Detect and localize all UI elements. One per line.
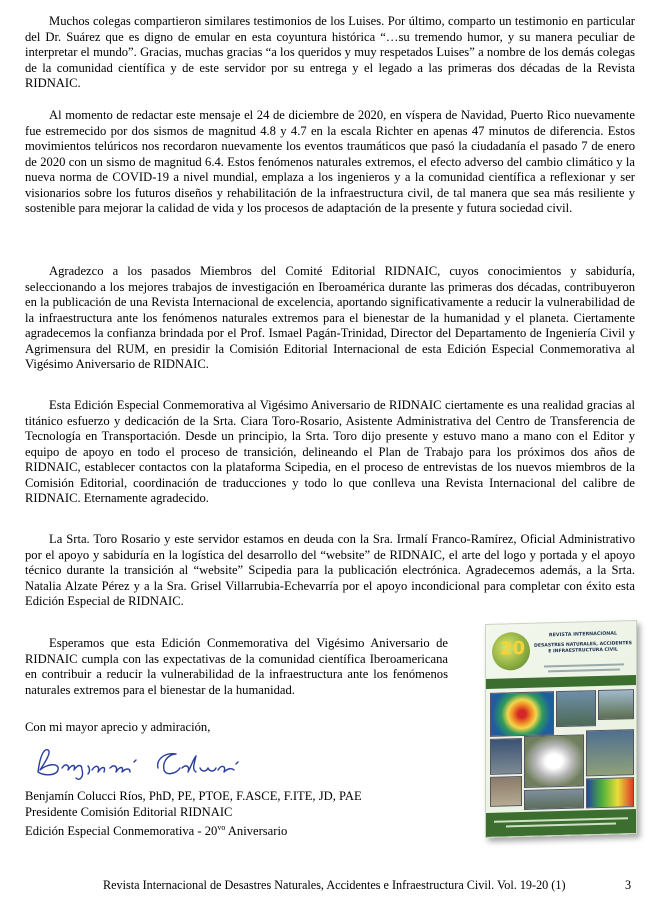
cover-photo: [556, 690, 596, 727]
cover-photo: [586, 729, 634, 776]
cover-photo: [598, 689, 634, 720]
paragraph-expectativas: Esperamos que esta Edición Conmemorativa del Vigésimo Aniversario de RIDNAIC cumpla con las expectativas de la comunidad científica Iberoamericana en contribuir a reducir la vulnerabilidad de la infraestructura ante los fenómenos naturales extremos para el bienestar de la humanidad.: [25, 636, 448, 697]
paragraph-testimonios: Muchos colegas compartieron similares testimonios de los Luises. Por último, comparto un testimonio en particular del Dr. Suárez que es digno de emular en esta coyuntura histórica “…su tremendo humor, y su manera peculiar de interpretar el mundo”. Gracias, muchas gracias “a los queridos y muy respetados Luises” a nombre de los demás colegas de la comunidad científica y de este servidor por su entrega y el legado a las primeras dos décadas de la Revista RIDNAIC.: [25, 14, 635, 91]
closing-line: Con mi mayor aprecio y admiración,: [25, 720, 211, 734]
cover-title: DESASTRES NATURALES, ACCIDENTES E INFRAESTRUCTURA CIVIL: [534, 641, 632, 655]
cover-header: REVISTA INTERNACIONAL: [548, 631, 618, 639]
cover-photo: [490, 776, 522, 807]
cover-photo: [490, 738, 522, 775]
handwritten-signature: [30, 738, 270, 784]
anniversary-badge: 20: [492, 632, 530, 671]
cover-photo: [524, 788, 584, 810]
cover-photo-map: [586, 777, 634, 808]
signer-name: Benjamín Colucci Ríos, PhD, PE, PTOE, F.ASCE, F.ITE, JD, PAE: [25, 789, 362, 803]
page-footer: Revista Internacional de Desastres Naturales, Accidentes e Infraestructura Civil. Vol. 19-20 (1): [103, 878, 566, 892]
signer-title: Presidente Comisión Editorial RIDNAIC: [25, 804, 233, 819]
journal-cover-image: [485, 620, 637, 838]
paragraph-sismos: Al momento de redactar este mensaje el 24 de diciembre de 2020, en víspera de Navidad, Puerto Rico nuevamente fue estremecido por dos sismos de magnitud 4.8 y 4.7 en la escala Richter en apenas 47 minutos de diferencia. Estos movimientos telúricos nos recordaron nuevamente los eventos traumáticos que pasó la ciudadanía el pasado 7 de enero de 2020 con un sismo de magnitud 6.4. Estos fenómenos naturales extremos, el efecto adverso del cambio climático y la nueva norma de COVID-19 a nivel mundial, emplaza a los ingenieros y a la comunidad científica a reflexionar y ser visionarios sobre los futuros diseños y rehabilitación de la infraestructura civil, de tal manera que sea más resiliente y sostenible para mejorar la calidad de vida y los procesos de adaptación de la presente y futura sociedad civil.: [25, 108, 635, 216]
signature-block: [25, 789, 362, 840]
signer-edition: Edición Especial Conmemorativa - $20^{vo}$ Aniversario: [25, 823, 288, 839]
paragraph-edicion-especial: Esta Edición Especial Conmemorativa al Vigésimo Aniversario de RIDNAIC ciertamente es una realidad gracias al titánico esfuerzo y dedicación de la Srta. Ciara Toro-Rosario, Asistente Administrativa del Centro de Transferencia de Tecnología en Transportación. Desde un principio, la Srta. Toro dijo presente y estuvo mano a mano con el Editor y equipo de apoyo en todo el proceso de transición, delineando el Plan de Trabajo para los próximos dos años de RIDNAIC, establecer contactos con la plataforma Scipedia, en el proceso de entrevistas de los nuevos miembros de la Comisión Editorial, coordinación de traducciones y todo lo que conlleva una Revista Internacional del calibre de RIDNAIC. Eternamente agradecido.: [25, 398, 635, 506]
paragraph-agradecimientos: La Srta. Toro Rosario y este servidor estamos en deuda con la Sra. Irmalí Franco-Ramírez, Oficial Administrativo por el apoyo y sabiduría en la logística del desarrollo del “website” de RIDNAIC, el arte del logo y portada y el apoyo técnico durante la transición al “website” Scipedia para la publicación electrónica. Agradecemos además, a la Srta. Natalia Alzate Pérez y a la Sra. Grisel Villarrubia-Echevarría por el apoyo incondicional para completar con éxito esta Edición Especial de RIDNAIC.: [25, 532, 635, 609]
cover-photo-observatory: [524, 734, 584, 788]
cover-photo-hurricane: [490, 691, 554, 737]
page-number: 3: [625, 878, 632, 892]
paragraph-comite-editorial: Agradezco a los pasados Miembros del Comité Editorial RIDNAIC, cuyos conocimientos y sabiduría, seleccionando a los mejores trabajos de investigación en Iberoamérica durante las primeras dos décadas, contribuyeron en la publicación de una Revista Internacional de excelencia, aportando significativamente a reducir la vulnerabilidad de la infraestructura ante los fenómenos naturales extremos para el bienestar de la humanidad y el planeta. Ciertamente agradecemos la confianza brindada por el Prof. Ismael Pagán-Trinidad, Director del Departamento de Ingeniería Civil y Agrimensura del RUM, en presidir la Comisión Editorial Internacional de esta Edición Especial Conmemorativa al Vigésimo Aniversario de RIDNAIC.: [25, 264, 635, 372]
